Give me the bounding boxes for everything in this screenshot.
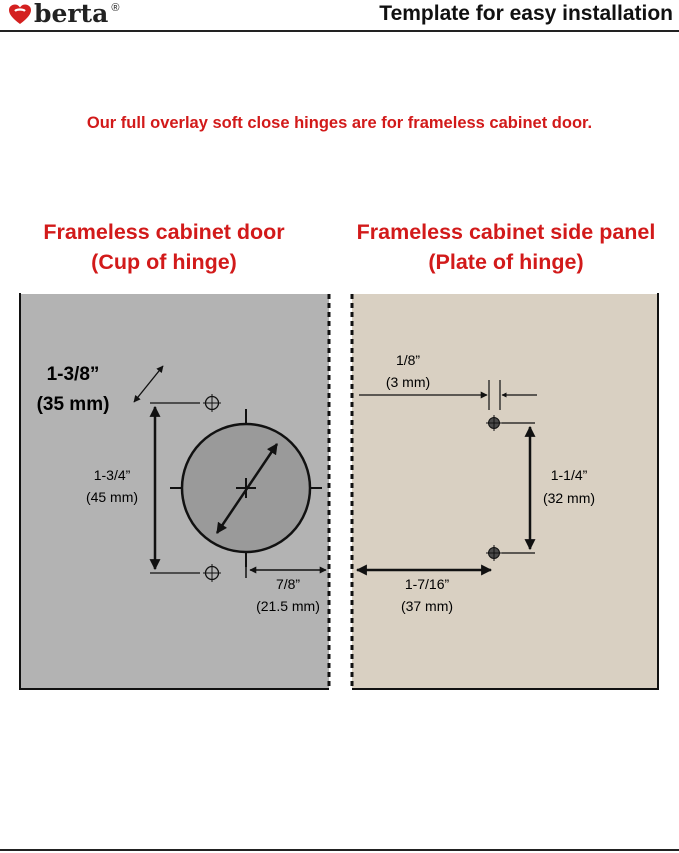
cup-diameter-imperial: 1-3/8” <box>46 364 100 385</box>
door-hole-spacing-metric: (45 mm) <box>85 489 139 505</box>
cup-diameter-metric: (35 mm) <box>36 394 110 415</box>
brand-name: berta <box>34 0 109 28</box>
plate-hole-spacing-metric: (32 mm) <box>542 490 596 506</box>
page-title: Template for easy installation <box>379 2 673 25</box>
footer-divider <box>0 849 679 851</box>
door-edge-distance-imperial: 7/8” <box>275 576 301 592</box>
door-subtitle: (Cup of hinge) <box>91 250 237 274</box>
hole-offset-imperial: 1/8” <box>395 352 421 368</box>
door-title: Frameless cabinet door <box>43 220 285 244</box>
plate-edge-distance-metric: (37 mm) <box>400 598 454 614</box>
side-panel-subtitle: (Plate of hinge) <box>428 250 584 274</box>
door-hole-spacing-imperial: 1-3/4” <box>93 467 131 483</box>
plate-edge-distance-imperial: 1-7/16” <box>404 576 450 592</box>
door-edge-distance-metric: (21.5 mm) <box>256 598 320 614</box>
registered-mark: ® <box>111 2 120 14</box>
side-panel-title: Frameless cabinet side panel <box>356 220 656 244</box>
notice-text: Our full overlay soft close hinges are for frameless cabinet door. <box>86 114 593 132</box>
hole-offset-metric: (3 mm) <box>385 374 431 390</box>
plate-hole-spacing-imperial: 1-1/4” <box>550 467 588 483</box>
